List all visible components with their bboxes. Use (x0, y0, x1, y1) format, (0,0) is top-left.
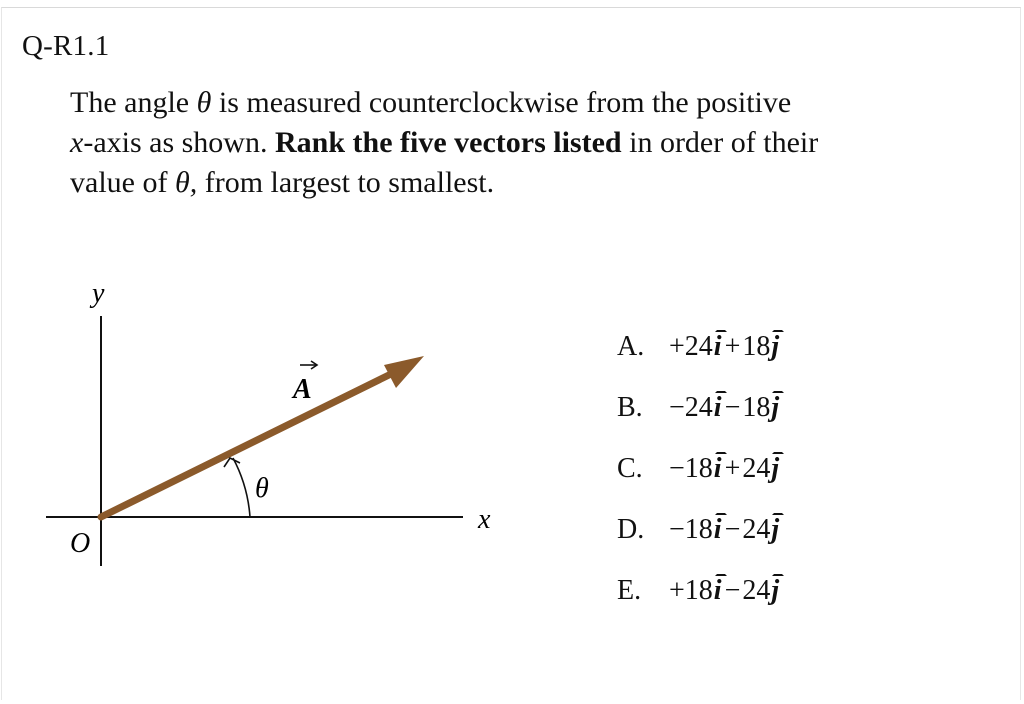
option-coefficient: 18 (684, 452, 713, 484)
angle-arc (233, 458, 250, 517)
x-axis-label: x (478, 504, 491, 535)
option-coefficient: 18 (742, 391, 771, 423)
unit-vector-j: j (771, 452, 780, 484)
origin-label: O (70, 528, 91, 559)
unit-vector-i: i (713, 574, 722, 606)
option-coefficient: 24 (742, 513, 771, 545)
option-coefficient: 24 (742, 574, 771, 606)
theta-symbol: θ (196, 86, 212, 119)
option-operator: + (724, 330, 741, 362)
unit-vector-i: i (713, 513, 722, 545)
option-coefficient: 18 (742, 330, 771, 362)
option-operator: − (724, 391, 741, 423)
option-operator: + (724, 452, 741, 484)
option-operator: − (724, 513, 741, 545)
option-coefficient: 24 (684, 330, 713, 362)
angle-label: θ (255, 473, 269, 504)
unit-vector-j: j (771, 574, 780, 606)
option-letter: D. (617, 513, 645, 545)
option-coefficient: 24 (742, 452, 771, 484)
prompt-text: is measured counterclockwise from the positive (211, 86, 792, 119)
theta-symbol: θ, (174, 166, 198, 199)
option-letter: B. (617, 391, 643, 423)
unit-vector-i: i (713, 330, 722, 362)
option-letter: C. (617, 452, 643, 484)
option-sign: − (669, 452, 685, 484)
answer-options (617, 316, 780, 621)
option-sign: + (669, 330, 685, 362)
vector-a-shaft (101, 372, 395, 517)
option-a[interactable] (617, 316, 780, 377)
option-operator: − (724, 574, 741, 606)
prompt-text: from largest to smallest. (197, 166, 495, 199)
prompt-text: in order of their (621, 126, 819, 159)
unit-vector-j: j (771, 330, 780, 362)
option-coefficient: 24 (684, 391, 713, 423)
option-coefficient: 18 (684, 574, 713, 606)
prompt-text: The angle (70, 86, 197, 119)
option-sign: + (669, 574, 685, 606)
unit-vector-j: j (771, 391, 780, 423)
option-letter: A. (617, 330, 645, 362)
unit-vector-j: j (771, 513, 780, 545)
question-id: Q-R1.1 (22, 30, 110, 62)
unit-vector-i: i (713, 391, 722, 423)
x-variable: x (70, 126, 84, 159)
option-b[interactable] (617, 377, 780, 438)
y-axis-label: y (92, 278, 105, 309)
vector-a-label: A (293, 374, 312, 405)
option-sign: − (669, 513, 685, 545)
option-e[interactable] (617, 560, 780, 621)
option-letter: E. (617, 574, 642, 606)
option-d[interactable] (617, 499, 780, 560)
prompt-text: -axis as shown. (83, 126, 275, 159)
unit-vector-i: i (713, 452, 722, 484)
option-coefficient: 18 (684, 513, 713, 545)
prompt-text: value of (70, 166, 175, 199)
option-c[interactable] (617, 438, 780, 499)
prompt-bold-text: Rank the five vectors listed (274, 126, 622, 159)
vector-a-arrowhead (384, 356, 424, 388)
option-sign: − (669, 391, 685, 423)
